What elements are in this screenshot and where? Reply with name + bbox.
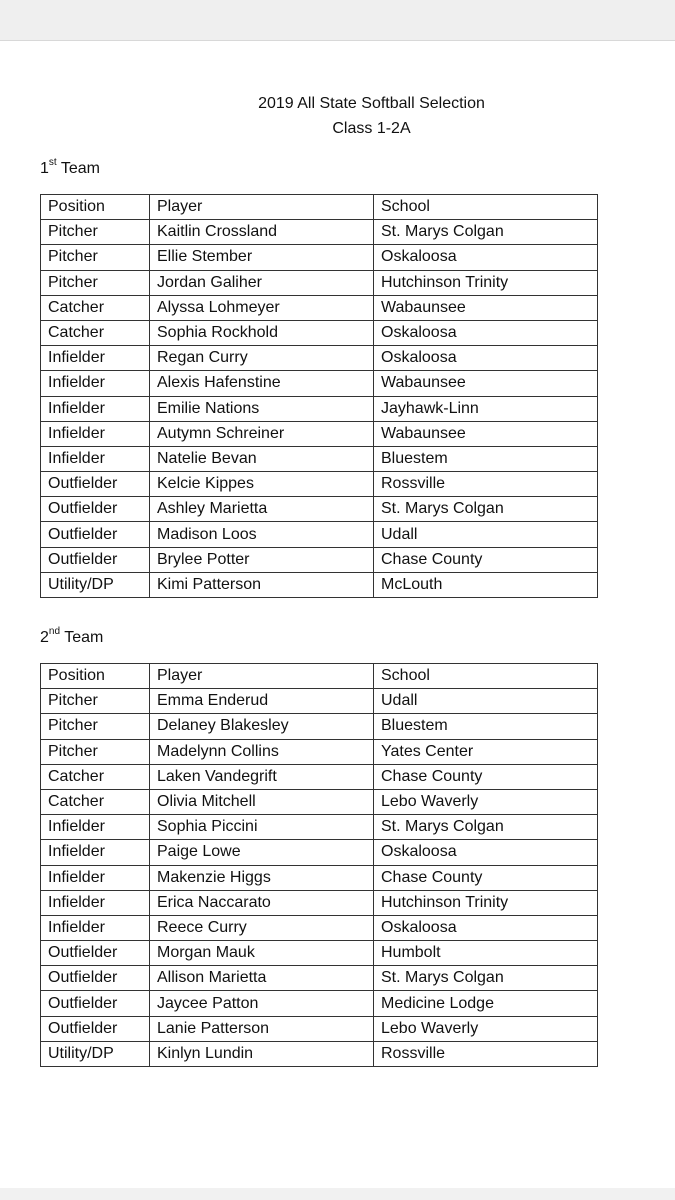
- player-cell: Ashley Marietta: [150, 497, 374, 522]
- second-team-heading-number: 2: [40, 629, 49, 646]
- position-cell: Catcher: [41, 295, 150, 320]
- player-cell: Paige Lowe: [150, 840, 374, 865]
- school-cell: St. Marys Colgan: [374, 220, 598, 245]
- table-row: [41, 840, 598, 865]
- table-row: [41, 396, 598, 421]
- table-row: [41, 572, 598, 597]
- player-cell: Kimi Patterson: [150, 572, 374, 597]
- table-row: [41, 991, 598, 1016]
- player-cell: Makenzie Higgs: [150, 865, 374, 890]
- position-cell: Infielder: [41, 915, 150, 940]
- table-row: [41, 1016, 598, 1041]
- table-row: [41, 764, 598, 789]
- position-cell: Utility/DP: [41, 572, 150, 597]
- player-cell: Kelcie Kippes: [150, 472, 374, 497]
- column-header-player: Player: [150, 195, 374, 220]
- player-cell: Madison Loos: [150, 522, 374, 547]
- position-cell: Infielder: [41, 815, 150, 840]
- table-row: [41, 270, 598, 295]
- position-cell: Outfielder: [41, 941, 150, 966]
- school-cell: McLouth: [374, 572, 598, 597]
- player-cell: Natelie Bevan: [150, 446, 374, 471]
- position-cell: Catcher: [41, 320, 150, 345]
- column-header-position: Position: [41, 195, 150, 220]
- school-cell: Lebo Waverly: [374, 1016, 598, 1041]
- school-cell: Chase County: [374, 764, 598, 789]
- table-row: [41, 346, 598, 371]
- second-team-heading: [40, 625, 104, 648]
- position-cell: Pitcher: [41, 220, 150, 245]
- table-row: [41, 865, 598, 890]
- player-cell: Laken Vandegrift: [150, 764, 374, 789]
- position-cell: Infielder: [41, 421, 150, 446]
- table-row: [41, 320, 598, 345]
- school-cell: Oskaloosa: [374, 320, 598, 345]
- player-cell: Autymn Schreiner: [150, 421, 374, 446]
- position-cell: Infielder: [41, 371, 150, 396]
- school-cell: Oskaloosa: [374, 346, 598, 371]
- table-row: [41, 890, 598, 915]
- table-row: [41, 789, 598, 814]
- school-cell: Lebo Waverly: [374, 789, 598, 814]
- school-cell: Rossville: [374, 1041, 598, 1066]
- school-cell: Chase County: [374, 547, 598, 572]
- player-cell: Alyssa Lohmeyer: [150, 295, 374, 320]
- first-team-heading: [40, 156, 100, 179]
- player-cell: Sophia Rockhold: [150, 320, 374, 345]
- school-cell: Humbolt: [374, 941, 598, 966]
- school-cell: Udall: [374, 689, 598, 714]
- school-cell: Chase County: [374, 865, 598, 890]
- position-cell: Infielder: [41, 396, 150, 421]
- player-cell: Sophia Piccini: [150, 815, 374, 840]
- position-cell: Infielder: [41, 346, 150, 371]
- first-team-heading-text: Team: [56, 160, 100, 177]
- school-cell: Yates Center: [374, 739, 598, 764]
- school-cell: Hutchinson Trinity: [374, 270, 598, 295]
- player-cell: Regan Curry: [150, 346, 374, 371]
- player-cell: Erica Naccarato: [150, 890, 374, 915]
- column-header-school: School: [374, 195, 598, 220]
- table-row: [41, 472, 598, 497]
- position-cell: Pitcher: [41, 714, 150, 739]
- school-cell: Oskaloosa: [374, 915, 598, 940]
- player-cell: Allison Marietta: [150, 966, 374, 991]
- column-header-school: School: [374, 664, 598, 689]
- position-cell: Infielder: [41, 865, 150, 890]
- viewer-bottom-bar: [0, 1188, 675, 1200]
- table-row: [41, 739, 598, 764]
- position-cell: Pitcher: [41, 739, 150, 764]
- position-cell: Outfielder: [41, 966, 150, 991]
- school-cell: Medicine Lodge: [374, 991, 598, 1016]
- first-team-heading-number: 1: [40, 160, 49, 177]
- player-cell: Alexis Hafenstine: [150, 371, 374, 396]
- school-cell: Wabaunsee: [374, 371, 598, 396]
- position-cell: Pitcher: [41, 689, 150, 714]
- table-row: [41, 220, 598, 245]
- school-cell: St. Marys Colgan: [374, 966, 598, 991]
- table-row: [41, 941, 598, 966]
- second-team-table: [40, 663, 598, 1067]
- player-cell: Brylee Potter: [150, 547, 374, 572]
- table-row: [41, 1041, 598, 1066]
- position-cell: Catcher: [41, 789, 150, 814]
- column-header-player: Player: [150, 664, 374, 689]
- position-cell: Pitcher: [41, 245, 150, 270]
- viewer-top-bar: [0, 0, 675, 41]
- position-cell: Outfielder: [41, 497, 150, 522]
- player-cell: Jaycee Patton: [150, 991, 374, 1016]
- school-cell: Bluestem: [374, 446, 598, 471]
- player-cell: Kaitlin Crossland: [150, 220, 374, 245]
- position-cell: Catcher: [41, 764, 150, 789]
- column-header-position: Position: [41, 664, 150, 689]
- table-row: [41, 966, 598, 991]
- table-row: [41, 497, 598, 522]
- school-cell: Rossville: [374, 472, 598, 497]
- table-row: [41, 522, 598, 547]
- table-row: [41, 421, 598, 446]
- player-cell: Ellie Stember: [150, 245, 374, 270]
- player-cell: Jordan Galiher: [150, 270, 374, 295]
- school-cell: St. Marys Colgan: [374, 497, 598, 522]
- school-cell: St. Marys Colgan: [374, 815, 598, 840]
- school-cell: Wabaunsee: [374, 295, 598, 320]
- table-row: [41, 295, 598, 320]
- school-cell: Bluestem: [374, 714, 598, 739]
- player-cell: Emilie Nations: [150, 396, 374, 421]
- first-team-heading-suffix: st: [48, 156, 57, 168]
- position-cell: Utility/DP: [41, 1041, 150, 1066]
- table-header-row: [41, 664, 598, 689]
- document-subtitle: Class 1-2A: [332, 120, 411, 137]
- player-cell: Delaney Blakesley: [150, 714, 374, 739]
- position-cell: Outfielder: [41, 991, 150, 1016]
- school-cell: Udall: [374, 522, 598, 547]
- table-row: [41, 245, 598, 270]
- player-cell: Reece Curry: [150, 915, 374, 940]
- school-cell: Oskaloosa: [374, 245, 598, 270]
- position-cell: Outfielder: [41, 1016, 150, 1041]
- table-row: [41, 689, 598, 714]
- position-cell: Outfielder: [41, 522, 150, 547]
- player-cell: Lanie Patterson: [150, 1016, 374, 1041]
- school-cell: Jayhawk-Linn: [374, 396, 598, 421]
- position-cell: Outfielder: [41, 547, 150, 572]
- player-cell: Olivia Mitchell: [150, 789, 374, 814]
- table-header-row: [41, 195, 598, 220]
- position-cell: Outfielder: [41, 472, 150, 497]
- table-row: [41, 547, 598, 572]
- position-cell: Infielder: [41, 446, 150, 471]
- document-title: 2019 All State Softball Selection: [258, 95, 485, 112]
- player-cell: Madelynn Collins: [150, 739, 374, 764]
- first-team-table: [40, 194, 598, 598]
- school-cell: Hutchinson Trinity: [374, 890, 598, 915]
- second-team-heading-suffix: nd: [48, 625, 61, 637]
- table-row: [41, 371, 598, 396]
- table-row: [41, 446, 598, 471]
- player-cell: Kinlyn Lundin: [150, 1041, 374, 1066]
- table-row: [41, 915, 598, 940]
- player-cell: Morgan Mauk: [150, 941, 374, 966]
- table-row: [41, 714, 598, 739]
- player-cell: Emma Enderud: [150, 689, 374, 714]
- school-cell: Oskaloosa: [374, 840, 598, 865]
- position-cell: Infielder: [41, 890, 150, 915]
- position-cell: Infielder: [41, 840, 150, 865]
- second-team-heading-text: Team: [60, 629, 104, 646]
- school-cell: Wabaunsee: [374, 421, 598, 446]
- table-row: [41, 815, 598, 840]
- position-cell: Pitcher: [41, 270, 150, 295]
